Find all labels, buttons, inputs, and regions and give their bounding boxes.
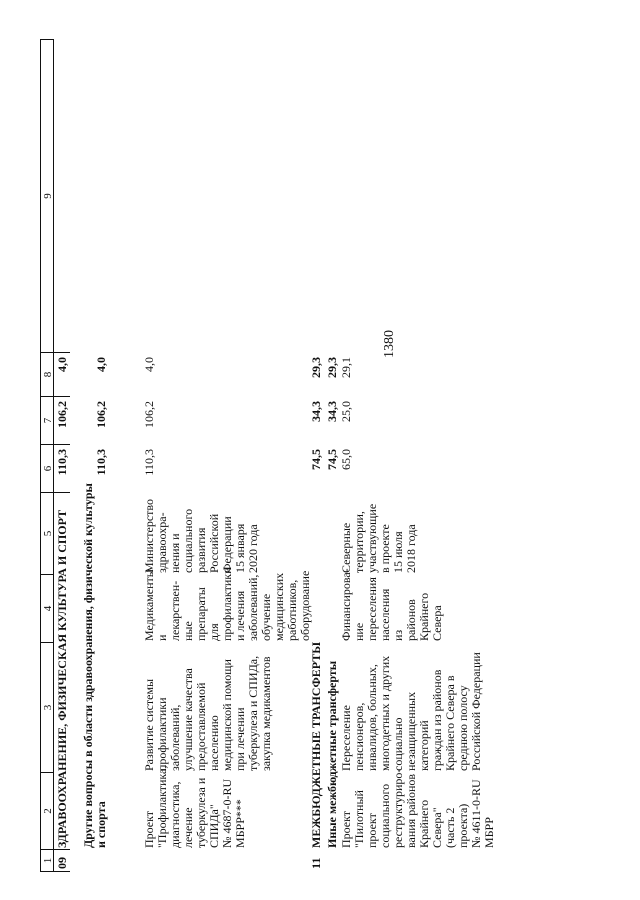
project-09-goal: Развитие системы профилактики заболеваний, улучшение качества предоставляемой населению медицинской помощи при лечении туберкулеза и СПИДа, закупка медикаментов — [142, 655, 273, 771]
col-divider-1 — [40, 849, 70, 850]
section-09-title: ЗДРАВООХРАНЕНИЕ, ФИЗИЧЕСКАЯ КУЛЬТУРА И СПОРТ — [55, 509, 69, 848]
project-11-col7: 25,0 — [339, 401, 353, 422]
project-11-name: Проект "Пилотный проект социального реструктуриро- вания районов Крайнего Севера" (часть 2 проекта) № 4611-0-RU МБРР — [339, 768, 496, 848]
subsection-09-col6: 110,3 — [94, 449, 108, 476]
section-11-col8: 29,3 — [309, 357, 323, 378]
header-col-9: 9 — [40, 39, 54, 353]
project-11-col6: 65,0 — [339, 449, 353, 470]
subsection-09-title: Другие вопросы в области здравоохранения, физической культуры и спорта — [81, 483, 108, 848]
header-col-7: 7 — [40, 397, 54, 445]
section-11-col6: 74,5 — [309, 449, 323, 470]
subsection-11-col8: 29,3 — [325, 357, 339, 378]
project-11-executor: Северные территории, участвующие в проекте 15 июля 2018 года — [339, 503, 418, 573]
header-col-1: 1 — [40, 850, 54, 872]
subsection-11-col7: 34,3 — [325, 401, 339, 422]
section-09-code: 09 — [55, 857, 69, 869]
project-09-name: Проект "Профилактика, диагностика, лечение туберкулеза и СПИДа" № 4687-0-RU МБРР*** — [142, 765, 247, 848]
header-col-6: 6 — [40, 445, 54, 493]
subsection-11-col6: 74,5 — [325, 449, 339, 470]
subsection-09-col7: 106,2 — [94, 401, 108, 428]
project-09-col7: 106,2 — [142, 401, 156, 428]
project-09-items: Медикаменты и лекарствен- ные препараты для профилактики и лечения заболеваний, обучение медицинских работников, оборудование — [142, 567, 312, 641]
header-col-3: 3 — [40, 643, 54, 773]
section-09-col6: 110,3 — [55, 449, 69, 476]
section-09-col8: 4,0 — [55, 357, 69, 372]
header-col-8: 8 — [40, 353, 54, 397]
project-09-col8: 4,0 — [142, 357, 156, 372]
header-col-5: 5 — [40, 493, 54, 575]
section-11-col7: 34,3 — [309, 401, 323, 422]
project-11-col8: 29,1 — [339, 357, 353, 378]
subsection-11-title: Иные межбюджетные трансферты — [325, 660, 339, 848]
col-divider-8 — [40, 352, 70, 353]
section-11-code: 11 — [309, 857, 323, 869]
section-09-col7: 106,2 — [55, 401, 69, 428]
header-col-2: 2 — [40, 773, 54, 850]
project-11-goal: Переселение пенсионеров, инвалидов, больных, многодетных и других социально незащищенных категорий граждан из районов Крайнего Севера в среднюю полосу Российской Федерации — [339, 652, 483, 771]
header-col-4: 4 — [40, 575, 54, 643]
left-border — [40, 871, 70, 872]
page-number: 1380 — [382, 330, 397, 358]
project-09-col6: 110,3 — [142, 449, 156, 476]
project-09-executor: Министерство здравоохра- нения и социального развития Российской Федерации 15 января 2020 года — [142, 499, 260, 573]
section-11-title: МЕЖБЮДЖЕТНЫЕ ТРАНСФЕРТЫ — [309, 641, 323, 848]
project-11-items: Финансирова- ние переселения населения из районов Крайнего Севера — [339, 568, 444, 641]
subsection-09-col8: 4,0 — [94, 357, 108, 372]
rotated-table — [40, 12, 640, 872]
